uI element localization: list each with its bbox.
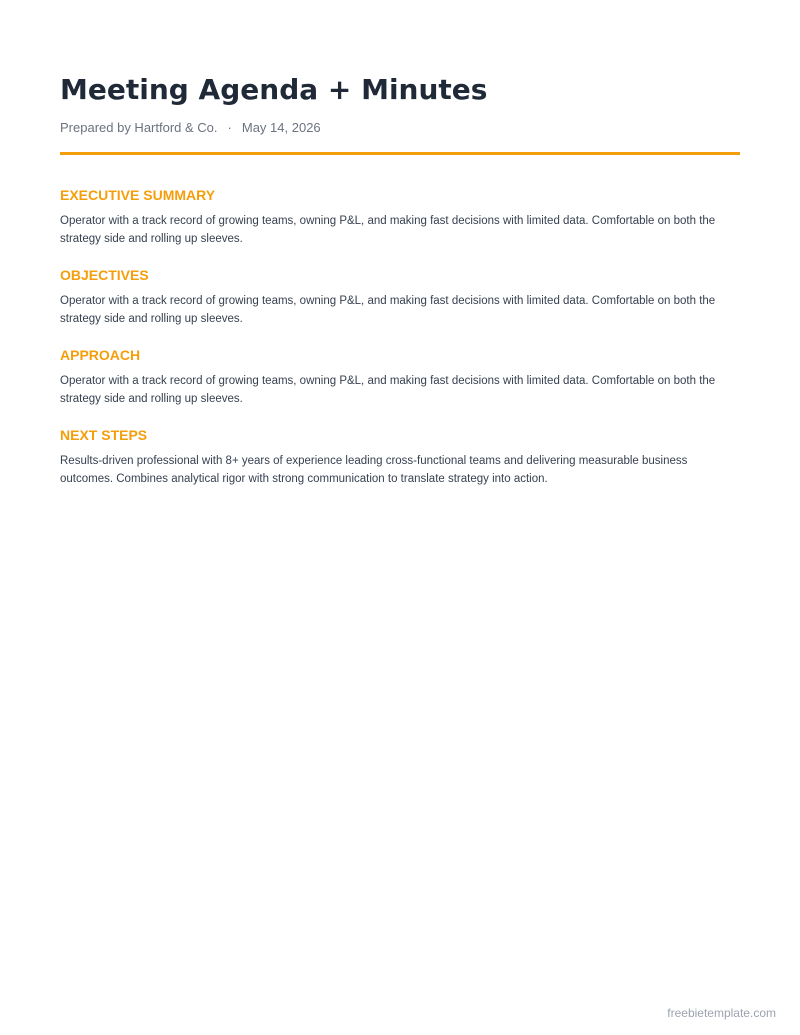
document-date: May 14, 2026: [241, 120, 321, 135]
section-body: Operator with a track record of growing teams, owning P&L, and making fast decisions with limited data. Comfortable on both the strategy side and rolling up sleeves.: [60, 295, 716, 325]
section-approach: [60, 346, 740, 408]
section-heading: OBJECTIVES: [60, 267, 149, 283]
section-body: Operator with a track record of growing teams, owning P&L, and making fast decisions with limited data. Comfortable on both the strategy side and rolling up sleeves.: [60, 215, 716, 245]
section-body: Operator with a track record of growing teams, owning P&L, and making fast decisions with limited data. Comfortable on both the strategy side and rolling up sleeves.: [60, 375, 716, 405]
document-meta: [60, 119, 321, 137]
section-heading: APPROACH: [60, 347, 141, 363]
section-heading: NEXT STEPS: [60, 427, 148, 443]
prepared-by: Prepared by Hartford & Co.: [60, 120, 218, 135]
section-objectives: [60, 266, 740, 328]
section-executive-summary: [60, 186, 740, 248]
section-next-steps: [60, 426, 740, 488]
footer-watermark[interactable]: freebietemplate.com: [667, 1006, 776, 1020]
section-heading: EXECUTIVE SUMMARY: [60, 187, 216, 203]
section-body: Results-driven professional with 8+ years of experience leading cross-functional teams and delivering measurable business outcomes. Combines analytical rigor with strong communication to translate strategy into action.: [60, 455, 688, 485]
document-title: Meeting Agenda + Minutes: [60, 73, 488, 106]
header-divider: [60, 152, 740, 155]
meta-separator: ·: [227, 120, 232, 135]
